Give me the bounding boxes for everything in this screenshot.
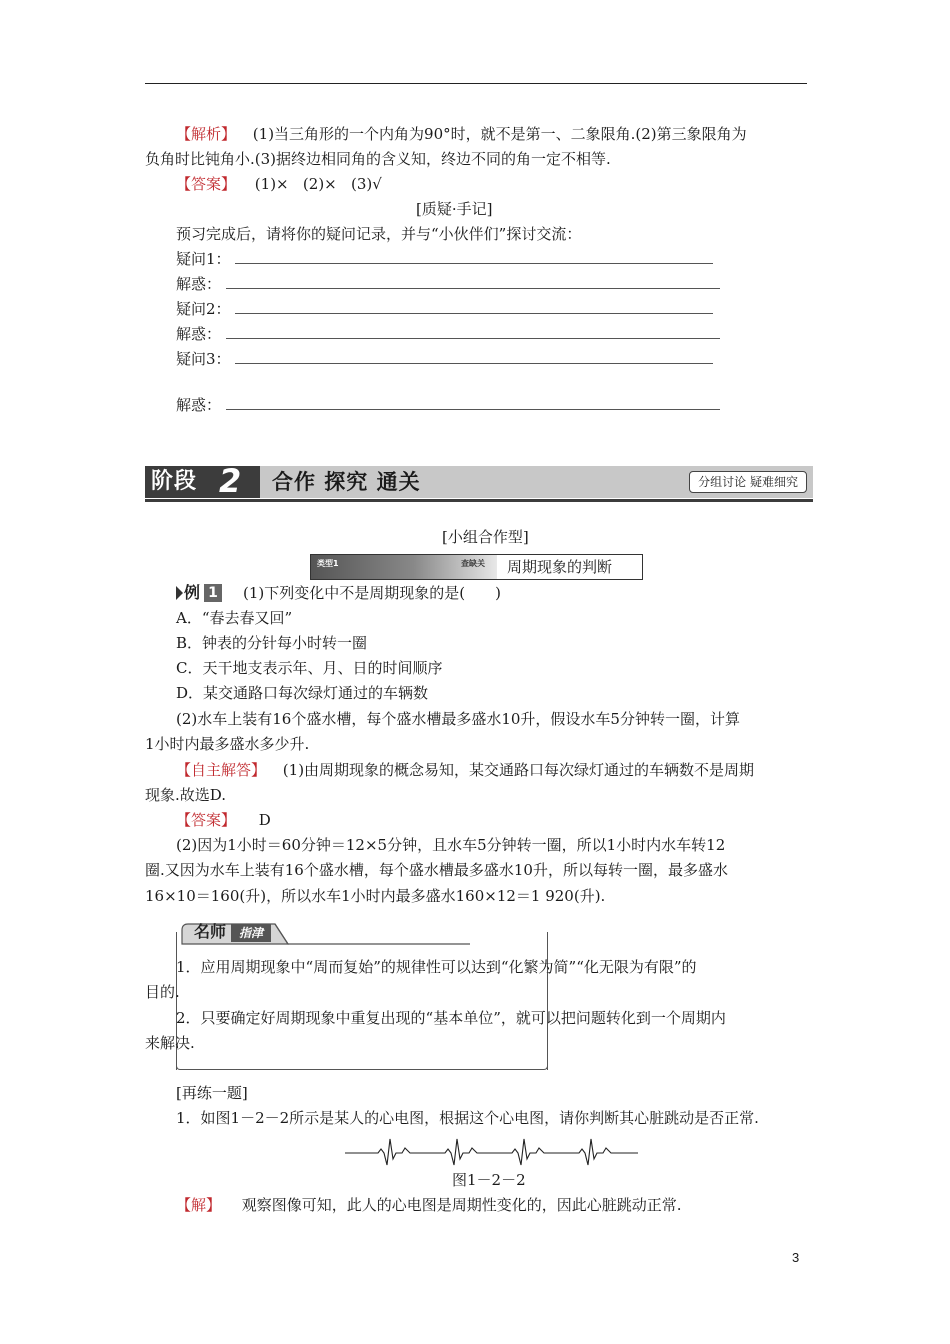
example-q1: (1)下列变化中不是周期现象的是( ) (243, 584, 501, 602)
tip-label: 名师 (194, 922, 227, 941)
analysis-tag: 【解析】 (176, 125, 237, 143)
example-number: 1 (204, 584, 222, 602)
notes-blank-line[interactable] (235, 300, 713, 314)
notes-heading: [质疑·手记] (416, 200, 493, 218)
stage-number: 2 (219, 462, 242, 500)
type-box-banner (311, 555, 497, 579)
stage-banner-rule (145, 499, 813, 502)
notes-row-1 (176, 249, 713, 269)
self-answer-tag: 【自主解答】 (176, 761, 267, 779)
analysis-text-1: (1)当三角形的一个内角为90°时，就不是第一、二象限角.(2)第三象限角为 (252, 125, 747, 143)
self-answer-text-1: (1)由周期现象的概念易知，某交通路口每次绿灯通过的车辆数不是周期 (282, 761, 755, 779)
option-d: D．某交通路口每次绿灯通过的车辆数 (176, 684, 429, 702)
notes-blank-line[interactable] (226, 396, 720, 410)
solution2-line3: 16×10＝160(升)，所以水车1小时内最多盛水160×12＝1 920(升). (145, 887, 606, 905)
self-answer-line1 (176, 760, 754, 780)
practice-solution-tag: 【解】 (176, 1196, 222, 1214)
tip-p1-line2: 目的. (145, 983, 180, 1001)
type-box (310, 554, 643, 580)
notes-intro: 预习完成后，请将你的疑问记录，并与“小伙伴们”探讨交流： (176, 225, 582, 243)
solution2-line2: 圈.又因为水车上装有16个盛水槽，每个盛水槽最多盛水10升，所以每转一圈，最多盛水 (145, 861, 728, 879)
answer1-line (176, 174, 382, 194)
stage-title: 合作 探究 通关 (272, 470, 421, 494)
group-heading: [小组合作型] (442, 528, 529, 546)
solution2-line1: (2)因为1小时＝60分钟＝12×5分钟，且水车5分钟转一圈，所以1小时内水车转12 (176, 836, 726, 854)
tip-label-accent: 指津 (231, 924, 271, 942)
notes-row-6 (176, 395, 720, 415)
notes-row-label: 解惑： (176, 325, 222, 343)
answer2-tag: 【答案】 (176, 811, 237, 829)
tip-p2-line2: 来解决. (145, 1034, 195, 1052)
answer1-text: (1)× (2)× (3)√ (254, 175, 382, 193)
type-tag-right: 查缺关 (461, 559, 485, 568)
analysis-line2: 负角时比钝角小.(3)据终边相同角的含义知，终边不同的角一定不相等. (145, 150, 611, 168)
notes-row-label: 疑问3： (176, 350, 231, 368)
notes-blank-line[interactable] (226, 275, 720, 289)
stage-banner-left (145, 462, 260, 500)
header-rule (145, 83, 807, 84)
notes-blank-line[interactable] (235, 350, 713, 364)
type-title: 周期现象的判断 (507, 558, 613, 576)
option-a: A．“春去春又回” (176, 609, 293, 627)
example-q2-line1: (2)水车上装有16个盛水槽，每个盛水槽最多盛水10升，假设水车5分钟转一圈，计算 (176, 710, 740, 728)
teacher-tip-box (176, 922, 548, 1072)
self-answer-line2: 现象.故选D. (145, 786, 227, 804)
answer2-text: D (258, 811, 271, 829)
notes-row-label: 解惑： (176, 275, 222, 293)
stage-banner-body (260, 466, 813, 498)
notes-row-label: 解惑： (176, 396, 222, 414)
answer2-line (176, 810, 271, 830)
stage-banner (145, 462, 813, 500)
ecg-figure (340, 1135, 640, 1171)
notes-row-label: 疑问2： (176, 300, 231, 318)
notes-row-label: 疑问1： (176, 250, 231, 268)
example-q2-line2: 1小时内最多盛水多少升. (145, 735, 310, 753)
page-number: 3 (792, 1250, 800, 1265)
practice-solution (176, 1195, 682, 1215)
notes-blank-line[interactable] (226, 325, 720, 339)
example-label: 例 (184, 583, 201, 602)
tip-frame (176, 932, 548, 1070)
stage-tag: 分组讨论 疑难细究 (689, 471, 807, 493)
tip-p2-line1: 2．只要确定好周期现象中重复出现的“基本单位”，就可以把问题转化到一个周期内 (176, 1009, 726, 1027)
arrow-icon (176, 586, 183, 600)
figure-caption: 图1－2－2 (452, 1171, 526, 1189)
analysis-line1 (176, 124, 747, 144)
notes-row-5 (176, 349, 713, 369)
tip-bottom (176, 1058, 548, 1070)
practice-solution-text: 观察图像可知，此人的心电图是周期性变化的，因此心脏跳动正常. (241, 1196, 682, 1214)
practice-heading: [再练一题] (176, 1084, 248, 1102)
tip-p1-line1: 1．应用周期现象中“周而复始”的规律性可以达到“化繁为简”“化无限为有限”的 (176, 958, 697, 976)
option-b: B．钟表的分针每小时转一圈 (176, 634, 368, 652)
option-c: C．天干地支表示年、月、日的时间顺序 (176, 659, 443, 677)
notes-row-2 (176, 274, 720, 294)
notes-row-4 (176, 324, 720, 344)
answer1-tag: 【答案】 (176, 175, 237, 193)
type-tag-left: 类型1 (317, 559, 339, 568)
notes-row-3 (176, 299, 713, 319)
stage-label: 阶段 (151, 469, 198, 494)
notes-blank-line[interactable] (235, 250, 713, 264)
practice-question: 1．如图1－2－2所示是某人的心电图，根据这个心电图，请你判断其心脏跳动是否正常. (176, 1109, 759, 1127)
example-badge (176, 583, 226, 603)
